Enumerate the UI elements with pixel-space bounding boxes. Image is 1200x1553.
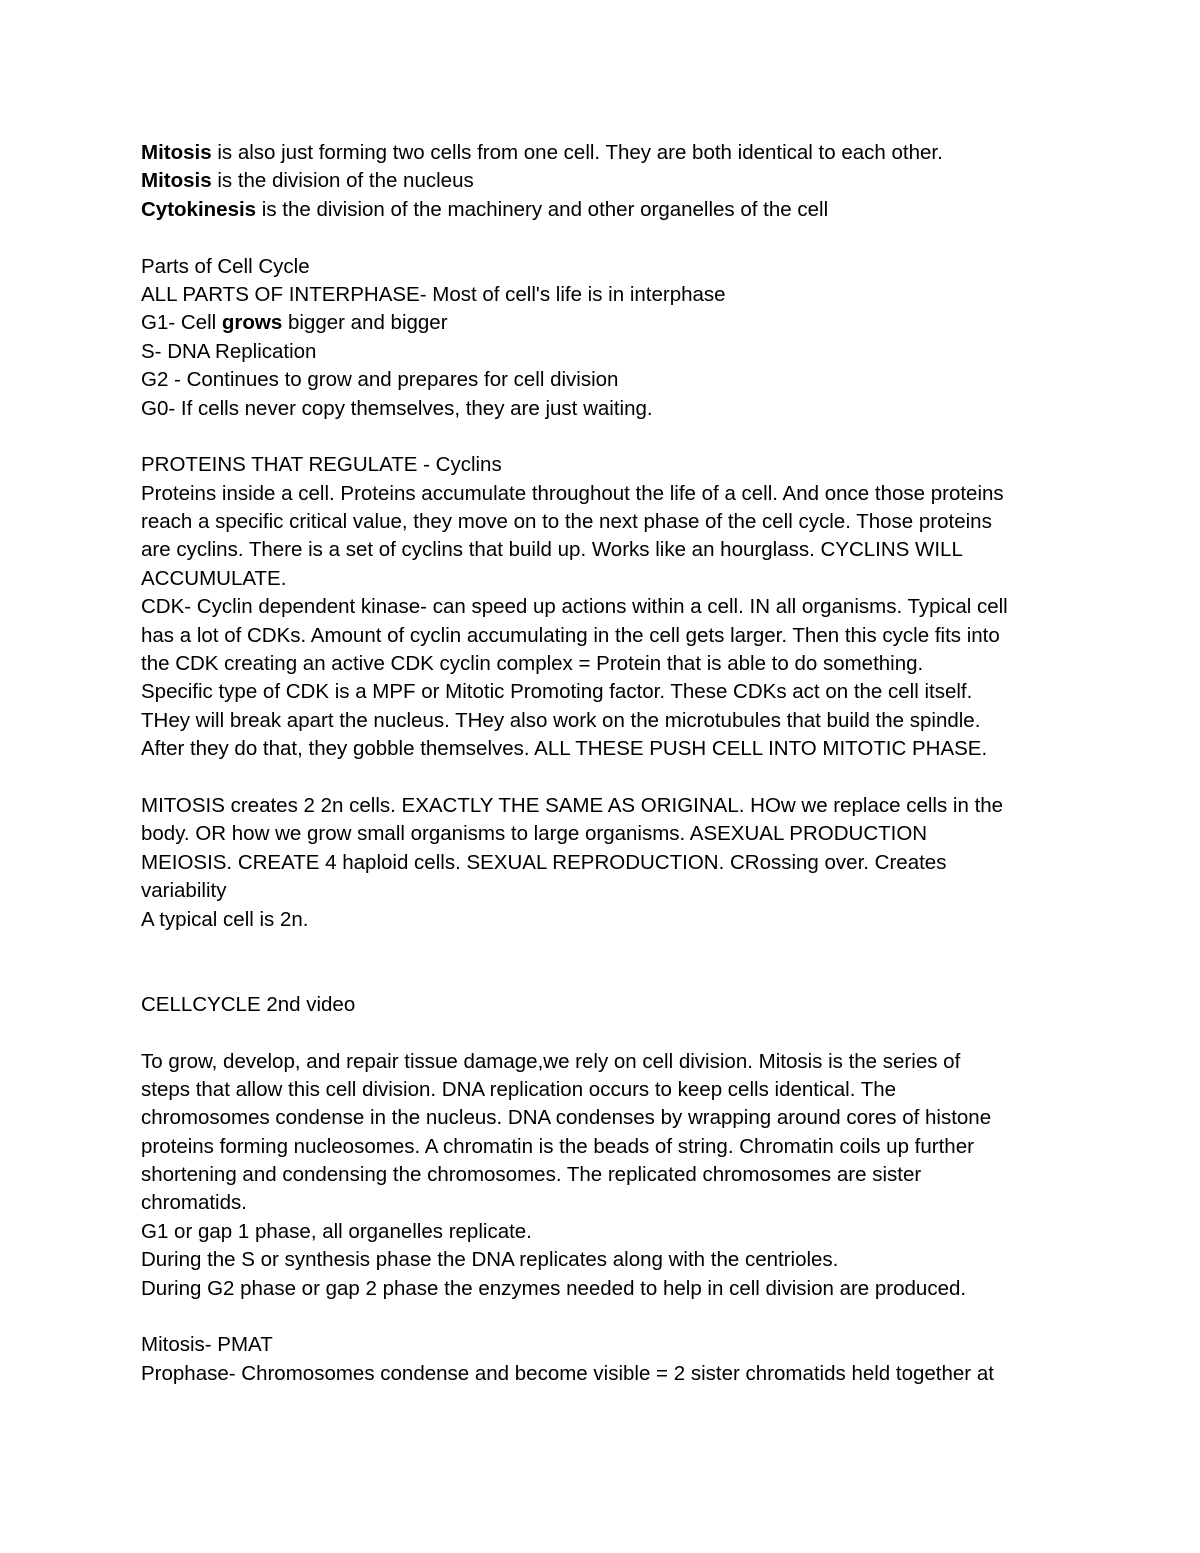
g0-line: G0- If cells never copy themselves, they are just waiting. (141, 396, 653, 420)
g1-line: G1- Cell grows bigger and bigger (141, 311, 448, 335)
paragraph-line: variability (141, 879, 227, 903)
paragraph-line: A typical cell is 2n. (141, 907, 309, 931)
paragraph-line: ACCUMULATE. (141, 566, 287, 590)
paragraph-line: MEIOSIS. CREATE 4 haploid cells. SEXUAL REPRODUCTION. CRossing over. Creates (141, 850, 947, 874)
paragraph-line: PROTEINS THAT REGULATE - Cyclins (141, 453, 502, 477)
term-cytokinesis: Cytokinesis (141, 197, 257, 221)
paragraph-line: During the S or synthesis phase the DNA replicates along with the centrioles. (141, 1248, 839, 1272)
prophase-line: Prophase- Chromosomes condense and become visible = 2 sister chromatids held together at (141, 1361, 994, 1385)
intro-line-mitosis-definition: Mitosis is also just forming two cells from one cell. They are both identical to each other. (141, 141, 943, 164)
paragraph-line: Specific type of CDK is a MPF or Mitotic Promoting factor. These CDKs act on the cell itself. (141, 680, 973, 704)
paragraph-line: the CDK creating an active CDK cyclin complex = Protein that is able to do something. (141, 652, 924, 676)
paragraph-line: THey will break apart the nucleus. THey also work on the microtubules that build the spindle. (141, 708, 981, 732)
paragraph-line: reach a specific critical value, they move on to the next phase of the cell cycle. Those proteins (141, 510, 992, 534)
paragraph-line: During G2 phase or gap 2 phase the enzymes needed to help in cell division are produced. (141, 1276, 967, 1300)
paragraph-line: body. OR how we grow small organisms to large organisms. ASEXUAL PRODUCTION (141, 822, 928, 846)
interphase-line: ALL PARTS OF INTERPHASE- Most of cell's life is in interphase (141, 282, 726, 306)
term-mitosis: Mitosis (141, 141, 212, 164)
g2-line: G2 - Continues to grow and prepares for cell division (141, 368, 619, 392)
term-mitosis: Mitosis (141, 169, 212, 193)
video-heading: CELLCYCLE 2nd video (141, 992, 356, 1016)
mitosis-meiosis-section (141, 792, 1061, 934)
paragraph-line: steps that allow this cell division. DNA replication occurs to keep cells identical. The (141, 1077, 897, 1101)
paragraph-line: has a lot of CDKs. Amount of cyclin accumulating in the cell gets larger. Then this cycle fits into (141, 623, 1000, 647)
paragraph-line: shortening and condensing the chromosomes. The replicated chromosomes are sister (141, 1163, 922, 1187)
intro-line-mitosis-nucleus: Mitosis is the division of the nucleus (141, 169, 474, 193)
paragraph-line: To grow, develop, and repair tissue damage,we rely on cell division. Mitosis is the series of (141, 1049, 961, 1073)
document-page (141, 139, 1061, 1388)
s-phase-line: S- DNA Replication (141, 339, 317, 363)
paragraph-line: chromosomes condense in the nucleus. DNA condenses by wrapping around cores of histone (141, 1106, 992, 1130)
paragraph-line: MITOSIS creates 2 2n cells. EXACTLY THE SAME AS ORIGINAL. HOw we replace cells in the (141, 793, 1004, 817)
proteins-section (141, 451, 1061, 763)
intro-line-cytokinesis: Cytokinesis is the division of the machinery and other organelles of the cell (141, 197, 829, 221)
paragraph-line: chromatids. (141, 1191, 247, 1215)
paragraph-line: CDK- Cyclin dependent kinase- can speed up actions within a cell. IN all organisms. Typical cell (141, 595, 1008, 619)
term-grows: grows (221, 311, 283, 335)
paragraph-line: proteins forming nucleosomes. A chromatin is the beads of string. Chromatin coils up further (141, 1134, 974, 1158)
pmat-heading: Mitosis- PMAT (141, 1333, 273, 1357)
paragraph-line: G1 or gap 1 phase, all organelles replicate. (141, 1219, 532, 1243)
video-section (141, 1048, 1061, 1304)
paragraph-line: are cyclins. There is a set of cyclins that build up. Works like an hourglass. CYCLINS WILL (141, 538, 963, 562)
cell-cycle-heading: Parts of Cell Cycle (141, 254, 310, 278)
paragraph-line: Proteins inside a cell. Proteins accumulate throughout the life of a cell. And once those proteins (141, 481, 1004, 505)
paragraph-line: After they do that, they gobble themselves. ALL THESE PUSH CELL INTO MITOTIC PHASE. (141, 737, 988, 761)
